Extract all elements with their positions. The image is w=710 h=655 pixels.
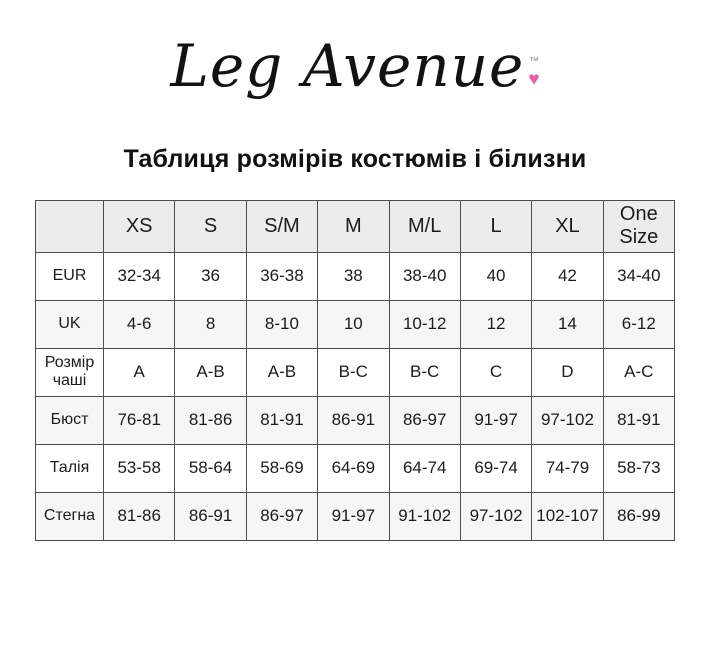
size-column-header: S: [175, 200, 246, 252]
size-cell: A-B: [246, 348, 317, 396]
size-cell: 58-64: [175, 444, 246, 492]
size-cell: D: [532, 348, 603, 396]
size-cell: 10: [318, 300, 389, 348]
size-cell: 81-86: [104, 492, 175, 540]
size-cell: 58-69: [246, 444, 317, 492]
corner-cell: [36, 200, 104, 252]
row-label: EUR: [36, 252, 104, 300]
size-cell: 34-40: [603, 252, 674, 300]
size-cell: 64-74: [389, 444, 460, 492]
size-cell: 38: [318, 252, 389, 300]
size-cell: 42: [532, 252, 603, 300]
table-row: [36, 252, 675, 300]
size-cell: 102-107: [532, 492, 603, 540]
size-cell: 40: [460, 252, 531, 300]
size-cell: 10-12: [389, 300, 460, 348]
brand-logo-text: Leg Avenue: [170, 32, 525, 100]
page-title: Таблиця розмірів костюмів і білизни: [123, 144, 587, 173]
table-row: [36, 444, 675, 492]
size-cell: 91-97: [460, 396, 531, 444]
size-column-header: One Size: [603, 200, 674, 252]
table-row: [36, 492, 675, 540]
size-cell: B-C: [318, 348, 389, 396]
size-cell: 53-58: [104, 444, 175, 492]
size-cell: 86-91: [175, 492, 246, 540]
size-column-header: XL: [532, 200, 603, 252]
size-cell: 86-97: [246, 492, 317, 540]
size-column-header: L: [460, 200, 531, 252]
size-cell: 86-91: [318, 396, 389, 444]
size-cell: 91-102: [389, 492, 460, 540]
size-cell: A-C: [603, 348, 674, 396]
size-cell: 38-40: [389, 252, 460, 300]
size-cell: 97-102: [460, 492, 531, 540]
size-column-header: M: [318, 200, 389, 252]
size-cell: 81-91: [246, 396, 317, 444]
size-cell: 4-6: [104, 300, 175, 348]
size-column-header: S/M: [246, 200, 317, 252]
size-cell: 74-79: [532, 444, 603, 492]
size-cell: B-C: [389, 348, 460, 396]
size-cell: 86-99: [603, 492, 674, 540]
size-cell: 64-69: [318, 444, 389, 492]
size-cell: 81-86: [175, 396, 246, 444]
row-label: Розмір чаші: [36, 348, 104, 396]
size-cell: 6-12: [603, 300, 674, 348]
row-label: Стегна: [36, 492, 104, 540]
size-cell: 58-73: [603, 444, 674, 492]
size-cell: 81-91: [603, 396, 674, 444]
size-cell: 76-81: [104, 396, 175, 444]
size-cell: A: [104, 348, 175, 396]
size-cell: 32-34: [104, 252, 175, 300]
table-row: [36, 348, 675, 396]
size-cell: 8-10: [246, 300, 317, 348]
size-cell: 97-102: [532, 396, 603, 444]
heart-icon: ♥: [528, 68, 540, 90]
table-row: [36, 396, 675, 444]
size-cell: 14: [532, 300, 603, 348]
row-label: UK: [36, 300, 104, 348]
size-cell: 36-38: [246, 252, 317, 300]
brand-logo-marks: [528, 57, 539, 103]
table-row: [36, 300, 675, 348]
size-cell: C: [460, 348, 531, 396]
size-column-header: M/L: [389, 200, 460, 252]
size-cell: 8: [175, 300, 246, 348]
size-cell: 69-74: [460, 444, 531, 492]
size-cell: 12: [460, 300, 531, 348]
size-cell: A-B: [175, 348, 246, 396]
row-label: Бюст: [36, 396, 104, 444]
size-table: [35, 200, 675, 541]
size-column-header: XS: [104, 200, 175, 252]
size-cell: 36: [175, 252, 246, 300]
size-cell: 86-97: [389, 396, 460, 444]
size-cell: 91-97: [318, 492, 389, 540]
size-table-header-row: [36, 200, 675, 252]
row-label: Талія: [36, 444, 104, 492]
trademark-symbol: ™: [529, 55, 540, 67]
brand-logo: [0, 0, 710, 103]
